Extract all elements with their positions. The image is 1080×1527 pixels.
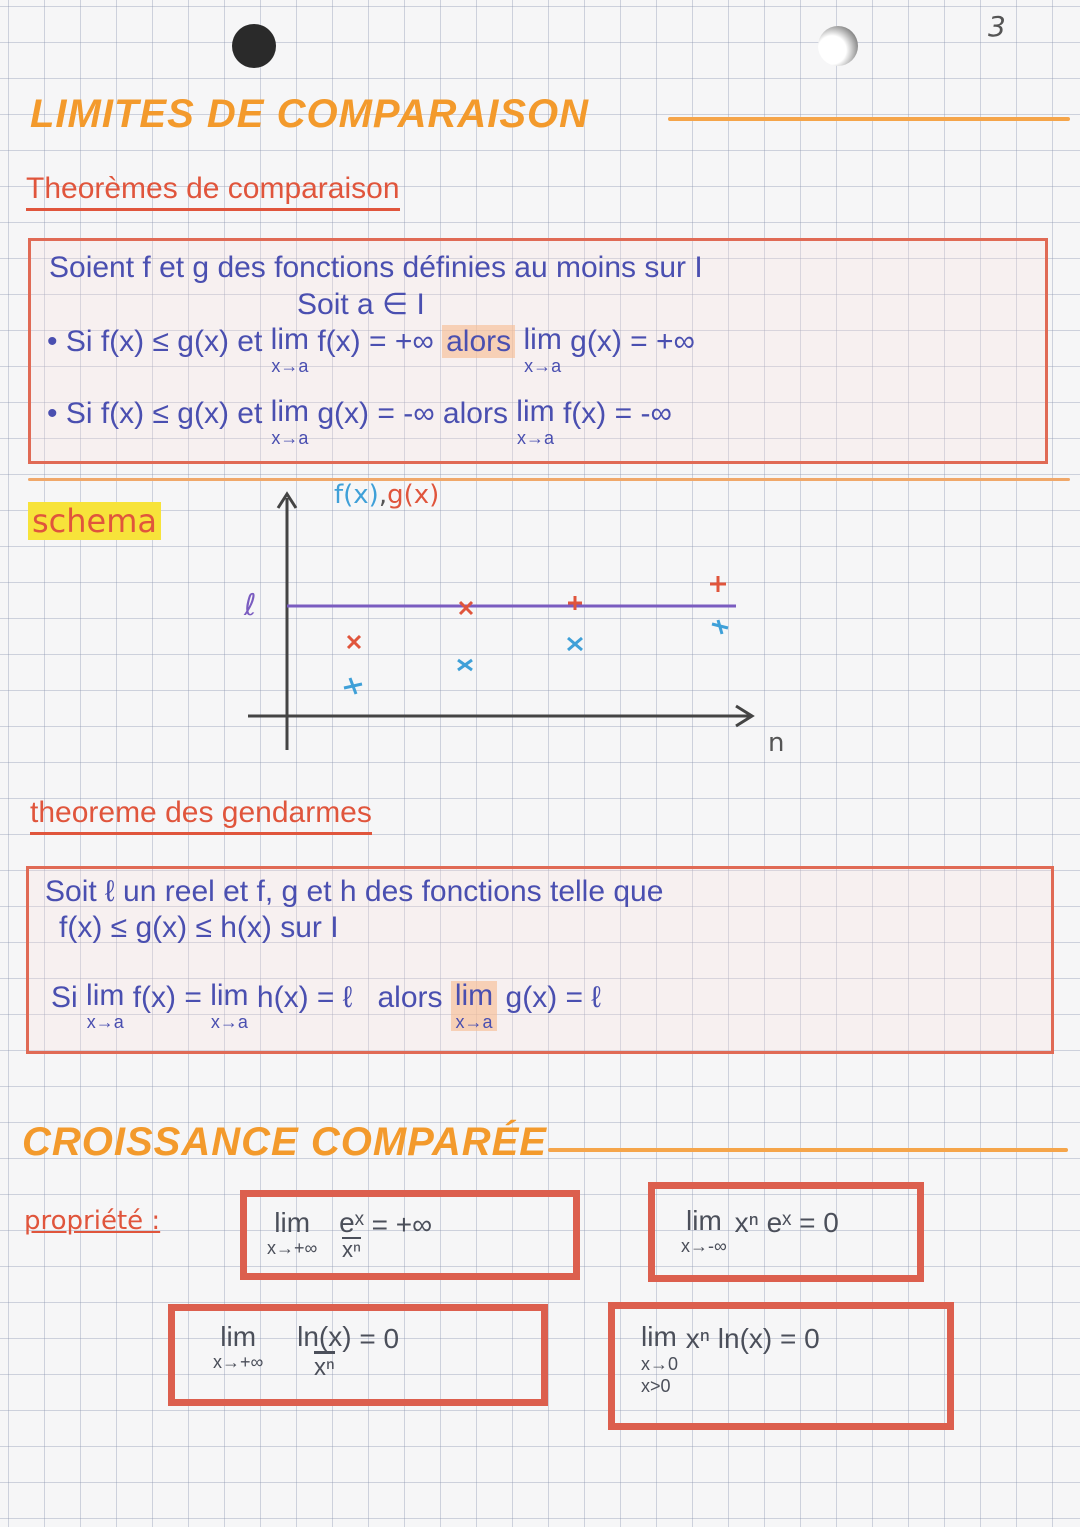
- formula-box-xn-exp: lim x→-∞ xⁿ eˣ = 0: [648, 1182, 924, 1282]
- bullet1-then: alors: [442, 325, 515, 358]
- gendarmes-line-3: Si lim x→a f(x) = lim x→a h(x) = ℓ alors lim x→a g(x) = ℓ: [51, 979, 602, 1032]
- bullet2-then: alors: [442, 397, 508, 430]
- gendarmes-lim-h: lim x→a: [210, 979, 249, 1032]
- schema-limit-label: ℓ: [244, 588, 257, 623]
- bullet2-result: f(x) = -∞: [562, 397, 672, 430]
- title2-underline: [548, 1148, 1068, 1152]
- schema-diagram: [240, 478, 800, 788]
- page-number: 3: [988, 10, 1006, 43]
- section-title-croissance: CROISSANCE COMPARÉE: [22, 1120, 547, 1164]
- bullet1-result: g(x) = +∞: [570, 325, 695, 358]
- f-points: [344, 620, 728, 694]
- gendarmes-line-2: f(x) ≤ g(x) ≤ h(x) sur I: [59, 911, 339, 944]
- theorem-line-1: Soient f et g des fonctions définies au moins sur I: [49, 251, 703, 284]
- formula-box-ln-over-xn: lim x→+∞ $\frac{\ln(x)}{\text{xⁿ}}$ = 0: [168, 1304, 548, 1406]
- bullet1-limit2: lim x→a: [523, 323, 562, 376]
- bullet2-condition: • Si f(x) ≤ g(x) et: [47, 397, 263, 430]
- formula-box-xn-ln: lim x→0 x>0 xⁿ ln(x) = 0: [608, 1302, 954, 1430]
- bullet1-condition: • Si f(x) ≤ g(x) et: [47, 325, 263, 358]
- theorem-bullet-1: [47, 325, 695, 375]
- heading-theoremes-comparaison: Theorèmes de comparaison: [26, 172, 400, 211]
- g-points: [348, 576, 726, 648]
- theorem-box-comparison: [28, 238, 1048, 464]
- bullet2-limit2: lim x→a: [516, 395, 555, 448]
- bullet1-limit: lim x→a: [270, 323, 309, 376]
- binder-hole-left: [232, 24, 276, 68]
- gendarmes-lim-g: lim x→a: [451, 981, 497, 1031]
- gendarmes-lim-f: lim x→a: [86, 979, 125, 1032]
- schema-x-axis-label: n: [768, 728, 785, 758]
- bullet1-expr: f(x) = +∞: [317, 325, 434, 358]
- title-underline: [668, 117, 1070, 121]
- theorem-bullet-2: [47, 397, 672, 447]
- section-title-limites: LIMITES DE COMPARAISON: [30, 92, 590, 136]
- bullet2-expr: g(x) = -∞: [317, 397, 435, 430]
- gendarmes-line-1: Soit ℓ un reel et f, g et h des fonctions telle que: [45, 875, 664, 908]
- theorem-box-gendarmes: [26, 866, 1054, 1054]
- heading-theoreme-gendarmes: theoreme des gendarmes: [30, 796, 372, 835]
- schema-y-axis-label: f(x),g(x): [334, 480, 440, 510]
- bullet2-limit: lim x→a: [270, 395, 309, 448]
- property-label: propriété :: [24, 1206, 161, 1236]
- theorem-line-2: Soit a ∈ I: [297, 288, 425, 321]
- binder-hole-right: [818, 26, 858, 66]
- schema-label: schema: [28, 502, 161, 540]
- formula-box-exp-over-xn: lim x→+∞ eˣ xⁿ = +∞: [240, 1190, 580, 1280]
